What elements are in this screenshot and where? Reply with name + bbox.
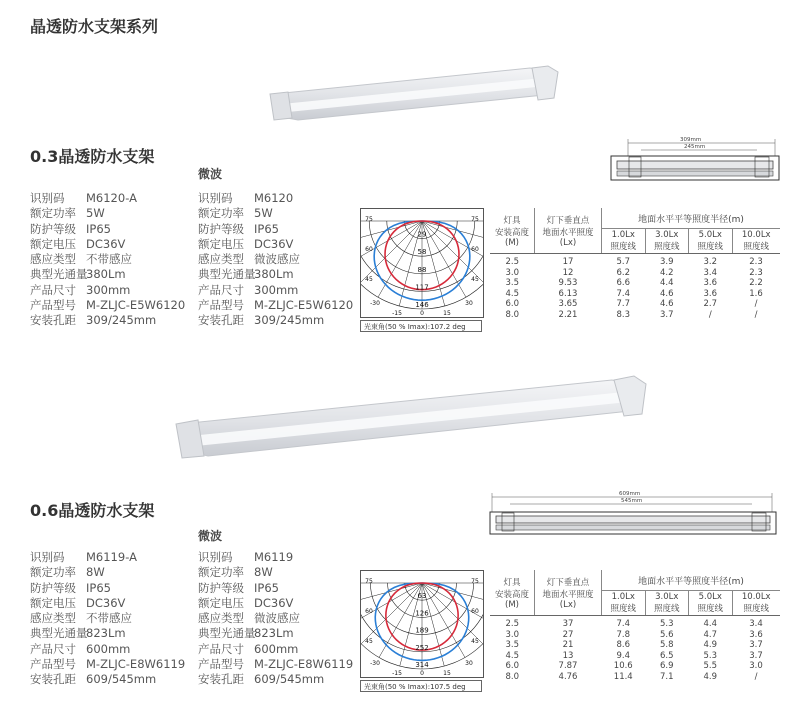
spec-value: 823Lm <box>86 626 126 641</box>
table-header: 1.0Lx 照度线 <box>602 591 646 616</box>
spec-row <box>30 642 185 657</box>
polar-ring-label: 88 <box>417 265 427 274</box>
spec-label: 感应类型 <box>30 611 76 626</box>
polar-angle-label: 75 <box>471 578 479 585</box>
table-row <box>490 299 780 310</box>
polar-ring-label: 146 <box>415 301 429 309</box>
table-row <box>490 268 780 279</box>
table-cell: 3.5 <box>505 640 520 650</box>
spec-value: 600mm <box>254 641 299 656</box>
table-cell: 13 <box>562 650 574 661</box>
spec-label: 安装孔距 <box>198 672 244 687</box>
spec-label: 识别码 <box>30 550 65 564</box>
spec-value: IP65 <box>254 221 279 236</box>
spec-value: M6120 <box>254 191 294 205</box>
table-cell: 9.4 <box>616 650 631 661</box>
spec-list-left <box>30 191 185 329</box>
polar-ring-label: 252 <box>415 643 429 652</box>
table-row <box>490 661 780 672</box>
table-cell: 3.4 <box>749 619 763 629</box>
polar-spoke <box>422 583 483 605</box>
polar-angle-label: 75 <box>471 216 479 223</box>
spec-row <box>30 611 185 626</box>
dimension-hole: 545mm <box>621 498 643 504</box>
polar-ring-label: 314 <box>415 661 429 669</box>
spec-row <box>30 672 185 687</box>
polar-chart <box>360 570 484 678</box>
table-header: 地面水平平等照度半径(m) <box>602 208 781 229</box>
spec-row <box>30 565 185 580</box>
table-cell: 4.7 <box>703 629 718 640</box>
table-cell: 17 <box>562 257 574 267</box>
spec-value: DC36V <box>86 236 126 251</box>
spec-row <box>198 596 353 611</box>
spec-row <box>30 252 185 267</box>
spec-value: IP65 <box>86 221 111 236</box>
table-row <box>490 278 780 289</box>
table-cell: 4.6 <box>659 299 674 309</box>
spec-label: 额定电压 <box>30 236 76 251</box>
spec-value: 不带感应 <box>86 252 132 267</box>
table-header: 灯下垂直点 地面水平照度 (Lx) <box>535 208 602 254</box>
spec-value: 微波感应 <box>254 252 300 267</box>
beam-angle-caption: 光束角(50 % Imax):107.5 deg <box>360 680 482 692</box>
table-row <box>490 630 780 641</box>
table-cell: 4.9 <box>703 671 718 682</box>
spec-label: 典型光通量 <box>198 626 256 641</box>
spec-value: IP65 <box>86 580 111 595</box>
table-cell: 7.4 <box>616 619 631 629</box>
spec-row <box>198 642 353 657</box>
table-cell: 7.8 <box>616 629 631 640</box>
table-cell: 5.7 <box>616 257 631 267</box>
spec-row <box>30 626 185 641</box>
polar-angle-label: 15 <box>443 310 451 317</box>
polar-angle-label: 60 <box>471 608 479 615</box>
spec-label: 防护等级 <box>30 221 76 236</box>
spec-label: 额定电压 <box>30 595 76 610</box>
spec-value: M-ZLJC-E8W6119 <box>254 657 354 672</box>
table-cell: 6.5 <box>659 650 674 661</box>
spec-value: DC36V <box>254 595 294 610</box>
table-cell: 6.9 <box>659 661 674 671</box>
table-row <box>490 616 780 630</box>
spec-value: 8W <box>254 565 273 580</box>
table-cell: 8.0 <box>505 671 520 682</box>
spec-row <box>198 550 353 565</box>
spec-row <box>30 206 185 221</box>
spec-row <box>198 206 353 221</box>
table-header: 5.0Lx 照度线 <box>689 591 733 616</box>
table-row <box>490 289 780 300</box>
spec-row <box>198 237 353 252</box>
spec-label: 安装孔距 <box>30 672 76 687</box>
spec-label: 产品型号 <box>198 298 244 313</box>
table-cell: 3.4 <box>703 267 718 278</box>
illuminance-table <box>490 208 780 320</box>
spec-row <box>30 596 185 611</box>
table-cell: 4.9 <box>703 640 718 650</box>
table-cell: 4.4 <box>659 278 674 288</box>
spec-value: M-ZLJC-E5W6120 <box>86 298 186 313</box>
table-cell: 3.7 <box>659 309 674 320</box>
spec-label: 识别码 <box>198 550 233 564</box>
spec-value: M-ZLJC-E8W6119 <box>86 657 186 672</box>
illuminance-table <box>490 570 780 682</box>
spec-row <box>30 283 185 298</box>
spec-row <box>30 191 185 206</box>
spec-value: 609/545mm <box>86 672 157 687</box>
spec-value: DC36V <box>254 236 294 251</box>
table-cell: 6.13 <box>558 288 578 299</box>
spec-label: 额定功率 <box>30 565 76 580</box>
polar-angle-label: 0 <box>420 310 424 317</box>
table-cell: 8.0 <box>505 309 520 320</box>
table-header: 地面水平平等照度半径(m) <box>602 570 781 591</box>
table-cell: 3.0 <box>749 661 763 671</box>
table-cell: / <box>708 309 712 320</box>
table-cell: 5.3 <box>703 650 718 661</box>
spec-value: M-ZLJC-E5W6120 <box>254 298 354 313</box>
table-cell: 7.87 <box>558 661 578 671</box>
spec-row <box>30 222 185 237</box>
table-cell: 2.2 <box>749 278 763 288</box>
spec-row <box>198 657 353 672</box>
spec-row <box>30 237 185 252</box>
polar-angle-label: 60 <box>365 246 373 253</box>
table-header: 3.0Lx 照度线 <box>645 229 689 254</box>
table-cell: 3.7 <box>749 650 763 661</box>
spec-row <box>198 222 353 237</box>
table-cell: 4.4 <box>703 619 718 629</box>
table-cell: 6.2 <box>616 267 631 278</box>
polar-angle-label: -30 <box>370 660 380 667</box>
spec-value: IP65 <box>254 580 279 595</box>
spec-row <box>30 267 185 282</box>
spec-label: 产品型号 <box>30 298 76 313</box>
table-cell: 27 <box>562 629 574 640</box>
spec-row <box>198 611 353 626</box>
spec-label: 感应类型 <box>30 252 76 267</box>
spec-value: 380Lm <box>254 267 294 282</box>
spec-row <box>198 565 353 580</box>
spec-label: 产品尺寸 <box>198 641 244 656</box>
table-row <box>490 651 780 662</box>
polar-angle-label: -15 <box>392 670 402 677</box>
table-cell: 8.6 <box>616 640 631 650</box>
table-cell: / <box>754 299 758 309</box>
spec-label: 产品型号 <box>198 657 244 672</box>
table-cell: 2.3 <box>749 257 763 267</box>
table-cell: 5.5 <box>703 661 718 671</box>
spec-label: 典型光通量 <box>198 267 256 282</box>
polar-angle-label: 15 <box>443 670 451 677</box>
table-cell: 4.5 <box>505 288 520 299</box>
spec-row <box>198 672 353 687</box>
spec-value: 300mm <box>254 282 299 297</box>
spec-row <box>30 657 185 672</box>
dimension-overall: 609mm <box>619 491 641 497</box>
polar-ring-label: 29 <box>417 230 427 239</box>
table-row <box>490 672 780 683</box>
spec-label: 产品尺寸 <box>198 282 244 297</box>
table-row <box>490 254 780 268</box>
table-cell: 4.6 <box>659 288 674 299</box>
spec-value: M6119-A <box>86 550 137 564</box>
polar-angle-label: 60 <box>365 608 373 615</box>
table-cell: 37 <box>562 619 574 629</box>
table-cell: 11.4 <box>613 671 633 682</box>
table-cell: 6.6 <box>616 278 631 288</box>
spec-row <box>30 550 185 565</box>
table-cell: 5.8 <box>659 640 674 650</box>
spec-row <box>198 283 353 298</box>
table-cell: 2.3 <box>749 267 763 278</box>
table-cell: 7.1 <box>659 671 674 682</box>
spec-label: 防护等级 <box>198 221 244 236</box>
spec-label: 额定电压 <box>198 236 244 251</box>
polar-ring-label: 58 <box>417 248 427 257</box>
spec-value: 不带感应 <box>86 611 132 626</box>
polar-angle-label: 45 <box>365 276 373 283</box>
table-header: 灯具 安装高度 (M) <box>490 570 535 616</box>
section-title: 0.6晶透防水支架 <box>30 501 155 520</box>
spec-value: 5W <box>254 206 273 221</box>
spec-value: DC36V <box>86 595 126 610</box>
table-cell: 6.0 <box>505 661 520 671</box>
spec-value: 609/545mm <box>254 672 325 687</box>
table-cell: 6.0 <box>505 299 520 309</box>
polar-angle-label: 30 <box>465 300 473 307</box>
table-cell: 8.3 <box>616 309 631 320</box>
table-cell: 2.7 <box>703 299 718 309</box>
table-header: 10.0Lx 照度线 <box>732 591 780 616</box>
spec-label: 额定功率 <box>198 206 244 221</box>
polar-angle-label: 0 <box>420 670 424 677</box>
spec-row <box>30 298 185 313</box>
spec-value: 微波感应 <box>254 611 300 626</box>
beam-angle-caption: 光束角(50 % Imax):107.2 deg <box>360 320 482 332</box>
table-header: 灯下垂直点 地面水平照度 (Lx) <box>535 570 602 616</box>
polar-ring-label: 189 <box>415 626 429 635</box>
section-subtitle: 微波 <box>198 167 223 181</box>
table-row <box>490 310 780 321</box>
spec-label: 典型光通量 <box>30 626 88 641</box>
spec-row <box>198 267 353 282</box>
table-cell: 1.6 <box>749 288 763 299</box>
spec-row <box>198 626 353 641</box>
spec-row <box>198 313 353 328</box>
polar-angle-label: 75 <box>365 578 373 585</box>
spec-label: 典型光通量 <box>30 267 88 282</box>
polar-ring-label: 117 <box>415 283 429 292</box>
spec-label: 额定电压 <box>198 595 244 610</box>
product-image-06 <box>172 370 650 460</box>
table-cell: 7.4 <box>616 288 631 299</box>
polar-ring-label: 126 <box>415 609 429 618</box>
table-cell: 7.7 <box>616 299 631 309</box>
polar-angle-label: 60 <box>471 246 479 253</box>
spec-label: 额定功率 <box>198 565 244 580</box>
polar-angle-label: 30 <box>465 660 473 667</box>
spec-row <box>198 252 353 267</box>
spec-row <box>30 581 185 596</box>
spec-label: 防护等级 <box>30 580 76 595</box>
polar-angle-label: 75 <box>365 216 373 223</box>
spec-label: 安装孔距 <box>30 313 76 328</box>
table-cell: 3.0 <box>505 267 520 278</box>
table-cell: 2.5 <box>505 257 520 267</box>
dimension-hole: 245mm <box>684 144 706 150</box>
series-title: 晶透防水支架系列 <box>30 17 159 36</box>
table-header: 10.0Lx 照度线 <box>732 229 780 254</box>
table-cell: 3.9 <box>659 257 674 267</box>
spec-row <box>198 581 353 596</box>
polar-angle-label: 45 <box>471 638 479 645</box>
table-cell: 3.7 <box>749 640 763 650</box>
spec-label: 防护等级 <box>198 580 244 595</box>
polar-spoke <box>361 583 422 605</box>
polar-angle-label: 45 <box>365 638 373 645</box>
spec-value: 309/245mm <box>254 313 325 328</box>
spec-value: 600mm <box>86 641 131 656</box>
table-cell: 12 <box>562 267 574 278</box>
table-cell: 4.5 <box>505 650 520 661</box>
table-cell: 3.6 <box>749 629 763 640</box>
table-cell: 10.6 <box>613 661 633 671</box>
spec-value: M6120-A <box>86 191 137 205</box>
table-cell: 3.0 <box>505 629 520 640</box>
table-cell: 21 <box>562 640 574 650</box>
spec-row <box>30 313 185 328</box>
product-image-03 <box>262 64 562 124</box>
table-cell: / <box>754 309 758 320</box>
table-cell: 5.6 <box>659 629 674 640</box>
table-header: 5.0Lx 照度线 <box>689 229 733 254</box>
spec-value: 823Lm <box>254 626 294 641</box>
table-header: 1.0Lx 照度线 <box>602 229 646 254</box>
spec-value: 300mm <box>86 282 131 297</box>
section-title: 0.3晶透防水支架 <box>30 147 155 166</box>
table-cell: 3.5 <box>505 278 520 288</box>
polar-ring-label: 63 <box>417 592 427 601</box>
table-cell: 2.5 <box>505 619 520 629</box>
table-cell: 9.53 <box>558 278 578 288</box>
spec-label: 额定功率 <box>30 206 76 221</box>
spec-row <box>198 191 353 206</box>
polar-chart <box>360 208 484 318</box>
polar-angle-label: -30 <box>370 300 380 307</box>
spec-value: 309/245mm <box>86 313 157 328</box>
spec-value: M6119 <box>254 550 294 564</box>
table-cell: 3.6 <box>703 288 718 299</box>
spec-list-left <box>30 550 185 688</box>
polar-angle-label: 45 <box>471 276 479 283</box>
table-cell: 3.6 <box>703 278 718 288</box>
table-header: 3.0Lx 照度线 <box>645 591 689 616</box>
spec-row <box>198 298 353 313</box>
spec-value: 5W <box>86 206 105 221</box>
spec-label: 识别码 <box>30 191 65 205</box>
table-cell: 3.65 <box>558 299 578 309</box>
spec-list-right <box>198 191 353 329</box>
spec-value: 380Lm <box>86 267 126 282</box>
section-subtitle: 微波 <box>198 529 223 543</box>
table-header: 灯具 安装高度 (M) <box>490 208 535 254</box>
spec-label: 安装孔距 <box>198 313 244 328</box>
spec-list-right <box>198 550 353 688</box>
spec-label: 识别码 <box>198 191 233 205</box>
spec-label: 产品尺寸 <box>30 641 76 656</box>
spec-label: 感应类型 <box>198 611 244 626</box>
table-cell: 5.3 <box>659 619 674 629</box>
spec-label: 产品型号 <box>30 657 76 672</box>
table-cell: / <box>754 671 758 682</box>
table-cell: 2.21 <box>558 309 578 320</box>
spec-label: 产品尺寸 <box>30 282 76 297</box>
table-cell: 4.76 <box>558 671 578 682</box>
table-cell: 4.2 <box>659 267 674 278</box>
table-cell: 3.2 <box>703 257 718 267</box>
spec-value: 8W <box>86 565 105 580</box>
polar-angle-label: -15 <box>392 310 402 317</box>
spec-label: 感应类型 <box>198 252 244 267</box>
table-row <box>490 640 780 651</box>
dimension-overall: 309mm <box>680 137 702 143</box>
